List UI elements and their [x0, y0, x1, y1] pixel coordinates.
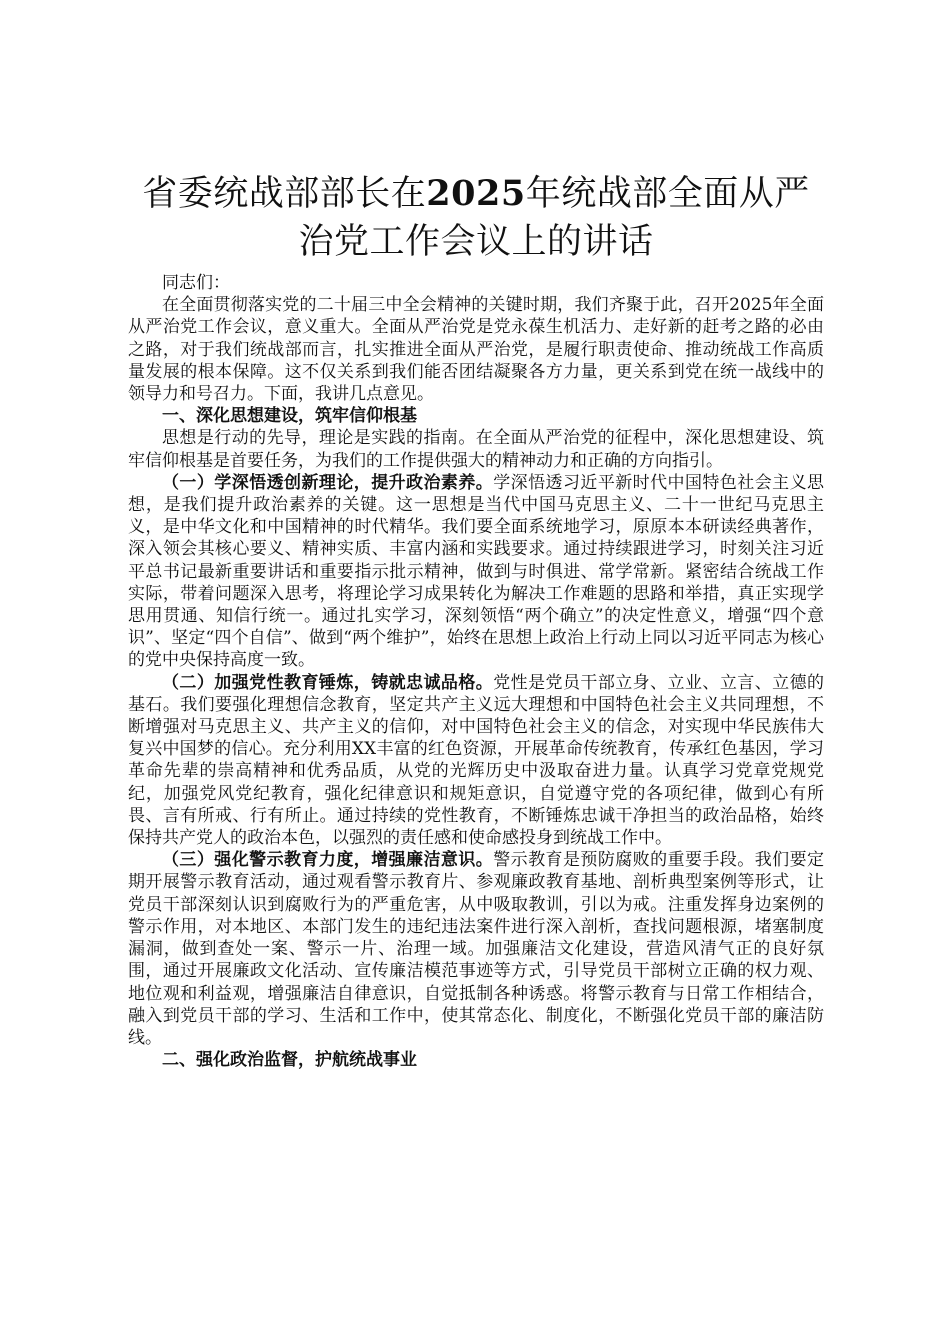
subsection-2-text: 党性是党员干部立身、立业、立言、立德的基石。我们要强化理想信念教育，坚定共产主义远大理想和中国特色社会主义共同理想，不断增强对马克思主义、共产主义的信仰，对中国特色社会主义的信念，对实现中华民族伟大复兴中国梦的信心。充分利用XX丰富的红色资源，开展革命传统教育，传承红色基因，学习革命先辈的崇高精神和优秀品质，从党的光辉历史中汲取奋进力量。认真学习党章党规党纪，加强党风党纪教育，强化纪律意识和规矩意识，自觉遵守党的各项纪律，做到心有所畏、言有所戒、行有所止。通过持续的党性教育，不断锤炼忠诚干净担当的政治品格，始终保持共产党人的政治本色，以强烈的责任感和使命感投身到统战工作中。 [128, 672, 825, 849]
subsection-1-paragraph [128, 472, 824, 672]
section-1-heading: 一、深化思想建设，筑牢信仰根基 [162, 406, 417, 427]
section-1-intro: 思想是行动的先导，理论是实践的指南。在全面从严治党的征程中，深化思想建设、筑牢信仰根基是首要任务，为我们的工作提供强大的精神动力和正确的方向指引。 [128, 428, 824, 471]
title-part1: 省委统战部部长在 [142, 174, 427, 214]
subsection-3-text: 警示教育是预防腐败的重要手段。我们要定期开展警示教育活动，通过观看警示教育片、参观廉政教育基地、剖析典型案例等形式，让党员干部深刻认识到腐败行为的严重危害，从中吸取教训，引以为戒。注重发挥身边案例的警示作用，对本地区、本部门发生的违纪违法案件进行深入剖析，查找问题根源，堵塞制度漏洞，做到查处一案、警示一片、治理一域。加强廉洁文化建设，营造风清气正的良好氛围，通过开展廉政文化活动、宣传廉洁模范事迹等方式，引导党员干部树立正确的权力观、地位观和利益观，增强廉洁自律意识，自觉抵制各种诱惑。将警示教育与日常工作相结合，融入到党员干部的学习、生活和工作中，使其常态化、制度化，不断强化党员干部的廉洁防线。 [128, 850, 825, 1048]
subsection-3-lead: （三）强化警示教育力度，增强廉洁意识。 [162, 850, 494, 871]
subsection-2-lead: （二）加强党性教育锤炼，铸就忠诚品格。 [162, 672, 494, 693]
salutation: 同志们： [162, 273, 230, 293]
document-title [128, 170, 824, 266]
subsection-3-paragraph [128, 849, 824, 1049]
title-year: 2025 [426, 173, 526, 214]
intro-paragraph: 在全面贯彻落实党的二十届三中全会精神的关键时期，我们齐聚于此，召开2025年全面从严治党工作会议，意义重大。全面从严治党是党永葆生机活力、走好新的赶考之路的必由之路，对于我们统战部而言，扎实推进全面从严治党，是履行职责使命、推动统战工作高质量发展的根本保障。这不仅关系到我们能否团结凝聚各方力量，更关系到党在统一战线中的领导力和号召力。下面，我讲几点意见。 [128, 295, 824, 405]
section-2-heading: 二、强化政治监督，护航统战事业 [162, 1050, 417, 1071]
subsection-1-text: 学深悟透习近平新时代中国特色社会主义思想，是我们提升政治素养的关键。这一思想是当代中国马克思主义、二十一世纪马克思主义，是中华文化和中国精神的时代精华。我们要全面系统地学习，原原本本研读经典著作，深入领会其核心要义、精神实质、丰富内涵和实践要求。通过持续跟进学习，时刻关注习近平总书记最新重要讲话和重要指示批示精神，做到与时俱进、常学常新。紧密结合统战工作实际，带着问题深入思考，将理论学习成果转化为解决工作难题的思路和举措，真正实现学思用贯通、知信行统一。通过扎实学习，深刻领悟“两个确立”的决定性意义，增强“四个意识”、坚定“四个自信”、做到“两个维护”，始终在思想上政治上行动上同以习近平同志为核心的党中央保持高度一致。 [128, 472, 825, 671]
subsection-1-lead: （一）学深悟透创新理论，提升政治素养。 [162, 472, 494, 493]
document-page [128, 170, 824, 1071]
subsection-2-paragraph [128, 672, 824, 850]
title-part2: 年统战部全面从严治党工作会议上的讲话 [298, 174, 810, 262]
